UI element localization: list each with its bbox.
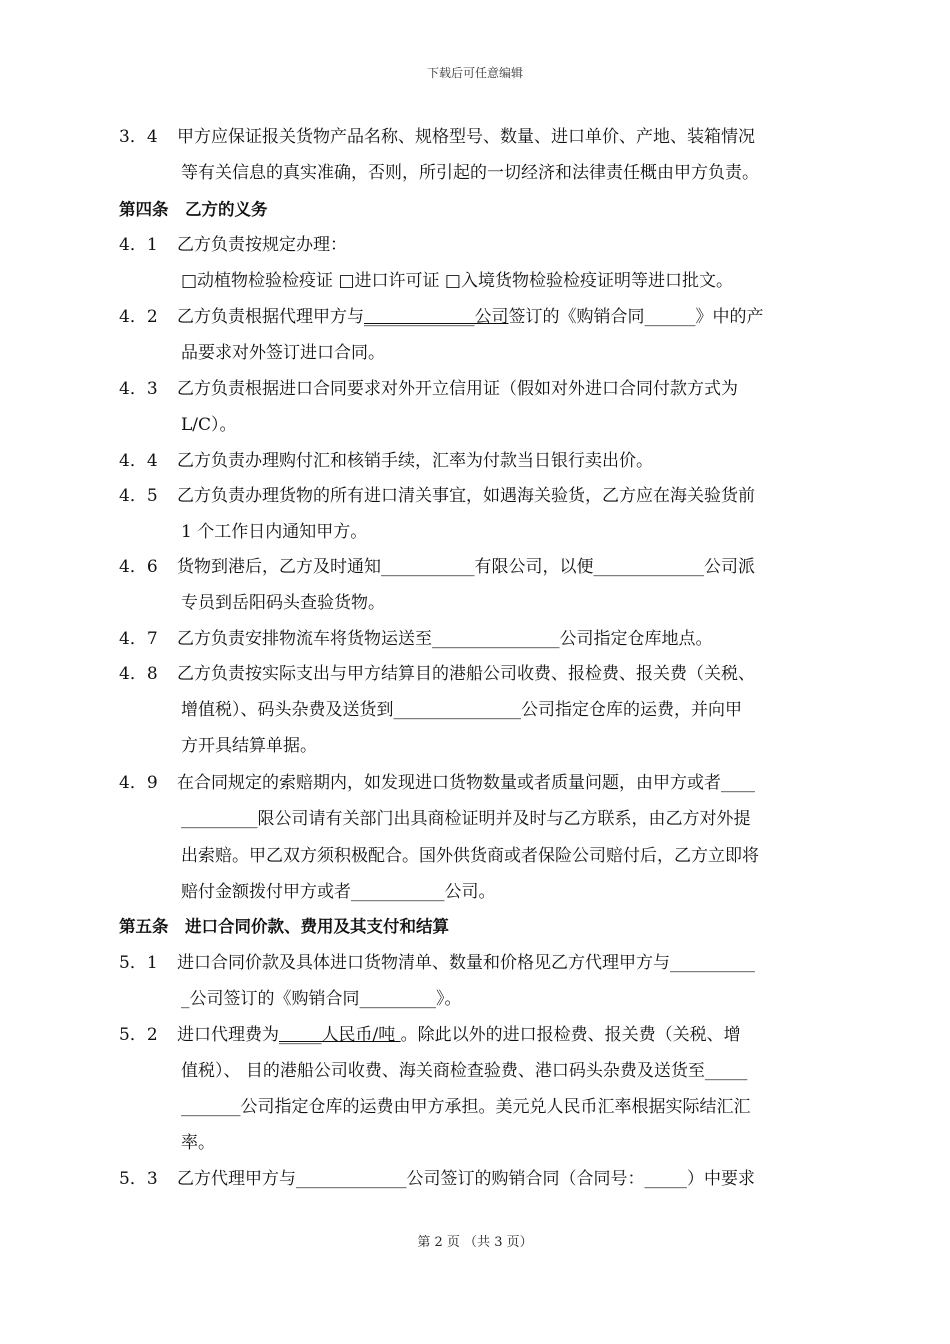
clause-text: _______公司指定仓库的运费由甲方承担。美元兑人民币汇率根据实际结汇汇 bbox=[181, 1097, 751, 1117]
clause-text: 乙方代理甲方与_____________公司签订的购销合同（合同号：_____）中要求 bbox=[177, 1169, 755, 1189]
clause-text: 值税）、 目的港船公司收费、海关商检查验费、港口码头杂费及送货至_____ bbox=[181, 1061, 748, 1081]
clause-text: 赔付金额拨付甲方或者___________公司。 bbox=[181, 882, 496, 902]
clause-text: _________限公司请有关部门出具商检证明并及时与乙方联系，由乙方对外提 bbox=[181, 809, 751, 829]
checkbox-list: □动植物检验检疫证 □进口许可证 □入境货物检验检疫证明等进口批文。 bbox=[181, 271, 733, 291]
clause-text: 乙方负责办理货物的所有进口清关事宜，如遇海关验货，乙方应在海关验货前 bbox=[177, 486, 755, 506]
clause-number: 5．3 bbox=[119, 1169, 158, 1189]
clause-text: 乙方负责根据进口合同要求对外开立信用证（假如对外进口合同付款方式为 bbox=[177, 379, 738, 399]
clause-number: 4．6 bbox=[119, 557, 158, 577]
clause-text: 甲方应保证报关货物产品名称、规格型号、数量、进口单价、产地、装箱情况 bbox=[177, 127, 755, 147]
clause-text: 率。 bbox=[181, 1133, 215, 1153]
section-heading: 第五条 进口合同价款、费用及其支付和结算 bbox=[119, 917, 449, 936]
clause-number: 4．5 bbox=[119, 486, 158, 506]
clause-text: 品要求对外签订进口合同。 bbox=[181, 343, 385, 363]
clause-text: 乙方负责安排物流车将货物运送至_______________公司指定仓库地点。 bbox=[177, 629, 713, 649]
clause-number: 4．1 bbox=[119, 235, 158, 255]
clause-text: 进口代理费为_____人民币/吨 。除此以外的进口报检费、报关费（关税、增 bbox=[177, 1025, 741, 1045]
clause-text: _公司签订的《购销合同_________》。 bbox=[181, 989, 462, 1009]
section-heading: 第四条 乙方的义务 bbox=[119, 200, 268, 219]
clause-number: 4．4 bbox=[119, 451, 158, 471]
clause-text: 方开具结算单据。 bbox=[181, 736, 317, 756]
clause-number: 4．2 bbox=[119, 307, 158, 327]
clause-number: 4．9 bbox=[119, 773, 158, 793]
underlined-blank: _____________公司 bbox=[364, 307, 509, 327]
clause-text: 货物到港后，乙方及时通知___________有限公司，以便_____________公司派 bbox=[177, 557, 755, 577]
clause-number: 3．4 bbox=[119, 127, 158, 147]
clause-text: 出索赔。甲乙双方须积极配合。国外供货商或者保险公司赔付后，乙方立即将 bbox=[181, 846, 759, 866]
page-header: 下载后可任意编辑 bbox=[426, 66, 523, 80]
clause-text: 等有关信息的真实准确，否则，所引起的一切经济和法律责任概由甲方负责。 bbox=[181, 163, 759, 183]
clause-number: 4．7 bbox=[119, 629, 158, 649]
clause-text: 专员到岳阳码头查验货物。 bbox=[181, 593, 385, 613]
underlined-blank: _____人民币/吨 bbox=[279, 1025, 401, 1045]
clause-text: 乙方负责按规定办理： bbox=[177, 235, 347, 255]
clause-text: 乙方负责办理购付汇和核销手续，汇率为付款当日银行卖出价。 bbox=[177, 451, 653, 471]
clause-text: 增值税）、码头杂费及送货到_______________公司指定仓库的运费，并向甲 bbox=[181, 700, 742, 720]
clause-text: 乙方负责根据代理甲方与_____________公司签订的《购销合同______》中的产 bbox=[177, 307, 764, 327]
clause-number: 4．3 bbox=[119, 379, 158, 399]
clause-text: 进口合同价款及具体进口货物清单、数量和价格见乙方代理甲方与__________ bbox=[177, 953, 755, 973]
clause-number: 5．1 bbox=[119, 953, 158, 973]
page-footer: 第 2 页 （共 3 页） bbox=[417, 1235, 533, 1250]
clause-text: 在合同规定的索赔期内，如发现进口货物数量或者质量问题，由甲方或者____ bbox=[177, 773, 755, 793]
clause-text: 乙方负责按实际支出与甲方结算目的港船公司收费、报检费、报关费（关税、 bbox=[177, 664, 755, 684]
clause-number: 4．8 bbox=[119, 664, 158, 684]
clause-number: 5．2 bbox=[119, 1025, 158, 1045]
clause-text: 1 个工作日内通知甲方。 bbox=[181, 522, 368, 542]
clause-text: L/C）。 bbox=[181, 415, 237, 435]
